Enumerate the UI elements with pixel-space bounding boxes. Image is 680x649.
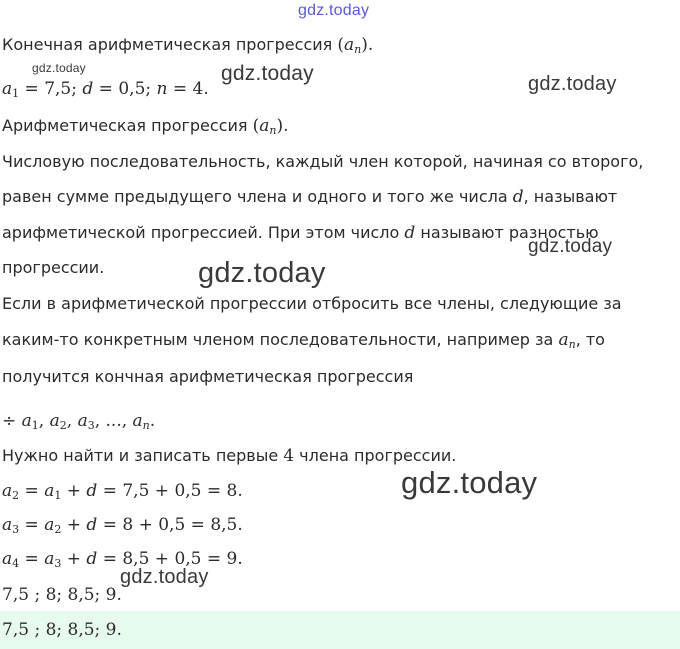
watermark: gdz.today bbox=[528, 73, 617, 95]
calc-a3: $a_3 = a_2 + d = 8 + 0,5 = 8,5$. bbox=[2, 515, 243, 536]
text-part: , то bbox=[575, 330, 605, 349]
calc-a2: $a_2 = a_1 + d = 7,5 + 0,5 = 8$. bbox=[2, 481, 243, 502]
watermark: gdz.today bbox=[32, 61, 86, 75]
finite-line-3: получится кончная арифметическая прогрессия bbox=[2, 367, 414, 386]
text-part: называют разностью bbox=[415, 223, 599, 242]
finite-line-2 bbox=[2, 329, 605, 356]
text-part: Нужно найти и записать первые bbox=[2, 446, 284, 465]
result-line: 7,5 ; 8; 8,5; 9. bbox=[2, 585, 122, 605]
calc-value: 8 + 0,5 = 8,5. bbox=[122, 515, 243, 535]
text-part: каким-то конкретным членом последовательности, например за bbox=[2, 330, 559, 349]
title-text: Конечная арифметическая прогрессия bbox=[2, 35, 338, 54]
d-value: 0,5 bbox=[118, 79, 146, 99]
definition-heading bbox=[2, 115, 289, 142]
text-part: , называют bbox=[523, 187, 618, 206]
calc-a4: $a_4 = a_3 + d = 8,5 + 0,5 = 9$. bbox=[2, 549, 243, 570]
calc-value: 7,5 + 0,5 = 8. bbox=[122, 481, 243, 501]
text-part: равен сумме предыдущего члена и одного и того же числа bbox=[2, 187, 513, 206]
watermark: gdz.today bbox=[221, 62, 314, 85]
finite-progression-notation: ÷ $a_1$, $a_2$, $a_3$, ..., $a_n$. bbox=[2, 411, 156, 432]
sequence-notation: $(a_n)$. bbox=[337, 35, 374, 56]
watermark: gdz.today bbox=[528, 236, 613, 257]
definition-line-2 bbox=[2, 186, 617, 208]
text-part: арифметической прогрессией. При этом число bbox=[2, 223, 405, 242]
task-statement bbox=[2, 445, 456, 467]
finite-line-1: Если в арифметической прогрессии отбросить все члены, следующие за bbox=[2, 294, 622, 313]
definition-line-4: прогрессии. bbox=[2, 258, 105, 277]
watermark: gdz.today bbox=[198, 257, 326, 289]
watermark: gdz.today bbox=[120, 566, 209, 588]
watermark: gdz.today bbox=[401, 465, 538, 500]
sequence-notation: $(a_n)$. bbox=[252, 116, 289, 137]
definition-line-3 bbox=[2, 222, 599, 244]
heading-text: Арифметическая прогрессия bbox=[2, 116, 253, 135]
watermark: gdz.today bbox=[298, 2, 370, 19]
d-symbol: d bbox=[404, 223, 416, 243]
definition-line-1: Числовую последовательность, каждый член которой, начиная со второго, bbox=[2, 152, 644, 171]
text-part: члена прогрессии. bbox=[294, 446, 457, 465]
n-value: 4 bbox=[192, 79, 204, 99]
a1-value: 7,5 bbox=[44, 79, 72, 99]
answer-line: 7,5 ; 8; 8,5; 9. bbox=[2, 620, 122, 640]
calc-value: 8,5 + 0,5 = 9. bbox=[122, 549, 243, 569]
d-symbol: d bbox=[512, 187, 524, 207]
problem-title bbox=[2, 34, 373, 61]
count-number: 4 bbox=[283, 446, 295, 466]
an-symbol: $a_n$ bbox=[558, 330, 576, 351]
given-values: $a_1 = 7,5$; d = 0,5; n = 4. bbox=[2, 79, 209, 100]
